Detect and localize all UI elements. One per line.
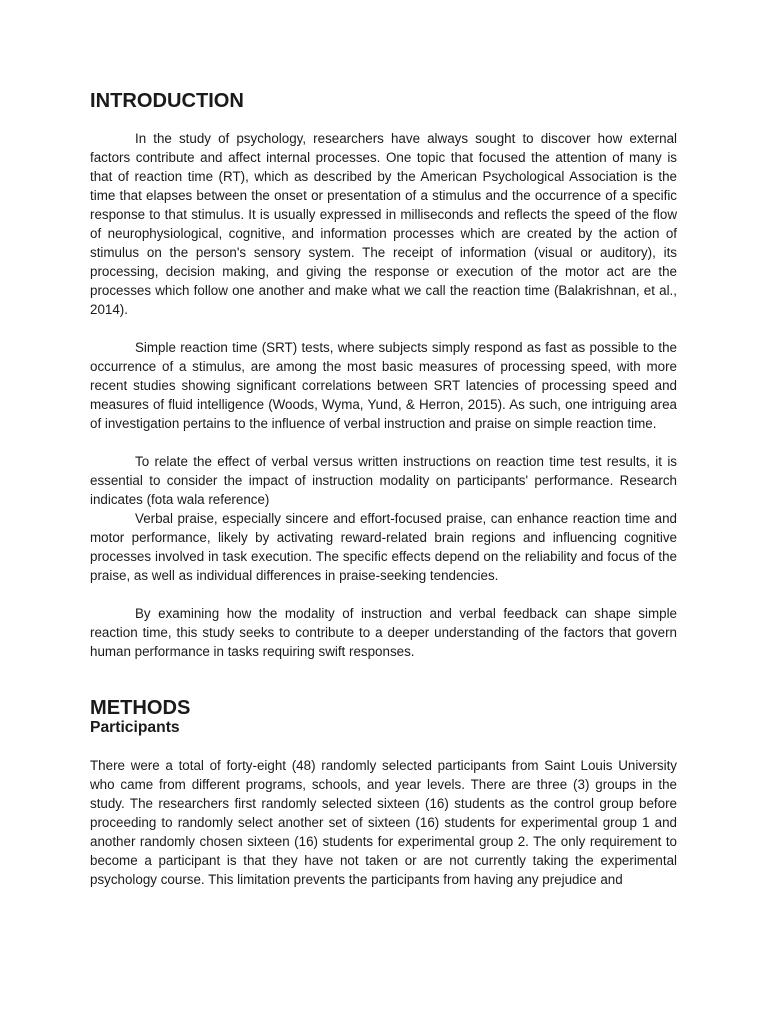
intro-paragraph-3: To relate the effect of verbal versus written instructions on reaction time test results, it is essential to consider the impact of instruction modality on participants' performance. Research indicates (fota wala reference) bbox=[90, 454, 677, 507]
participants-subheading: Participants bbox=[90, 719, 180, 736]
participants-paragraph: There were a total of forty-eight (48) randomly selected participants from Saint Louis University who came from different programs, schools, and year levels. There are three (3) groups in the study. The researchers first randomly selected sixteen (16) students as the control group before proceeding to randomly select another set of sixteen (16) students for experimental group 1 and another randomly chosen sixteen (16) students for experimental group 2. The only requirement to become a participant is that they have not taken or are not currently taking the experimental psychology course. This limitation prevents the participants from having any prejudice and bbox=[90, 758, 677, 887]
intro-paragraph-1: In the study of psychology, researchers have always sought to discover how external factors contribute and affect internal processes. One topic that focused the attention of many is that of reaction time (RT), which as described by the American Psychological Association is the time that elapses between the onset or presentation of a stimulus and the occurrence of a specific response to that stimulus. It is usually expressed in milliseconds and reflects the speed of the flow of neurophysiological, cognitive, and information processes which are created by the action of stimulus on the person's sensory system. The receipt of information (visual or auditory), its processing, decision making, and giving the response or execution of the motor act are the processes which follow one another and make what we call the reaction time (Balakrishnan, et al., 2014). bbox=[90, 131, 677, 317]
document-page bbox=[90, 92, 677, 889]
intro-paragraph-4: Verbal praise, especially sincere and effort-focused praise, can enhance reaction time and motor performance, likely by activating reward-related brain regions and influencing cognitive processes involved in task execution. The specific effects depend on the reliability and focus of the praise, as well as individual differences in praise-seeking tendencies. bbox=[90, 511, 677, 583]
intro-paragraph-2: Simple reaction time (SRT) tests, where subjects simply respond as fast as possible to the occurrence of a stimulus, are among the most basic measures of processing speed, with more recent studies showing significant correlations between SRT latencies of processing speed and measures of fluid intelligence (Woods, Wyma, Yund, & Herron, 2015). As such, one intriguing area of investigation pertains to the influence of verbal instruction and praise on simple reaction time. bbox=[90, 340, 677, 431]
intro-paragraph-5: By examining how the modality of instruction and verbal feedback can shape simple reaction time, this study seeks to contribute to a deeper understanding of the factors that govern human performance in tasks requiring swift responses. bbox=[90, 606, 677, 659]
introduction-heading: INTRODUCTION bbox=[90, 90, 244, 112]
methods-heading: METHODS bbox=[90, 697, 191, 719]
